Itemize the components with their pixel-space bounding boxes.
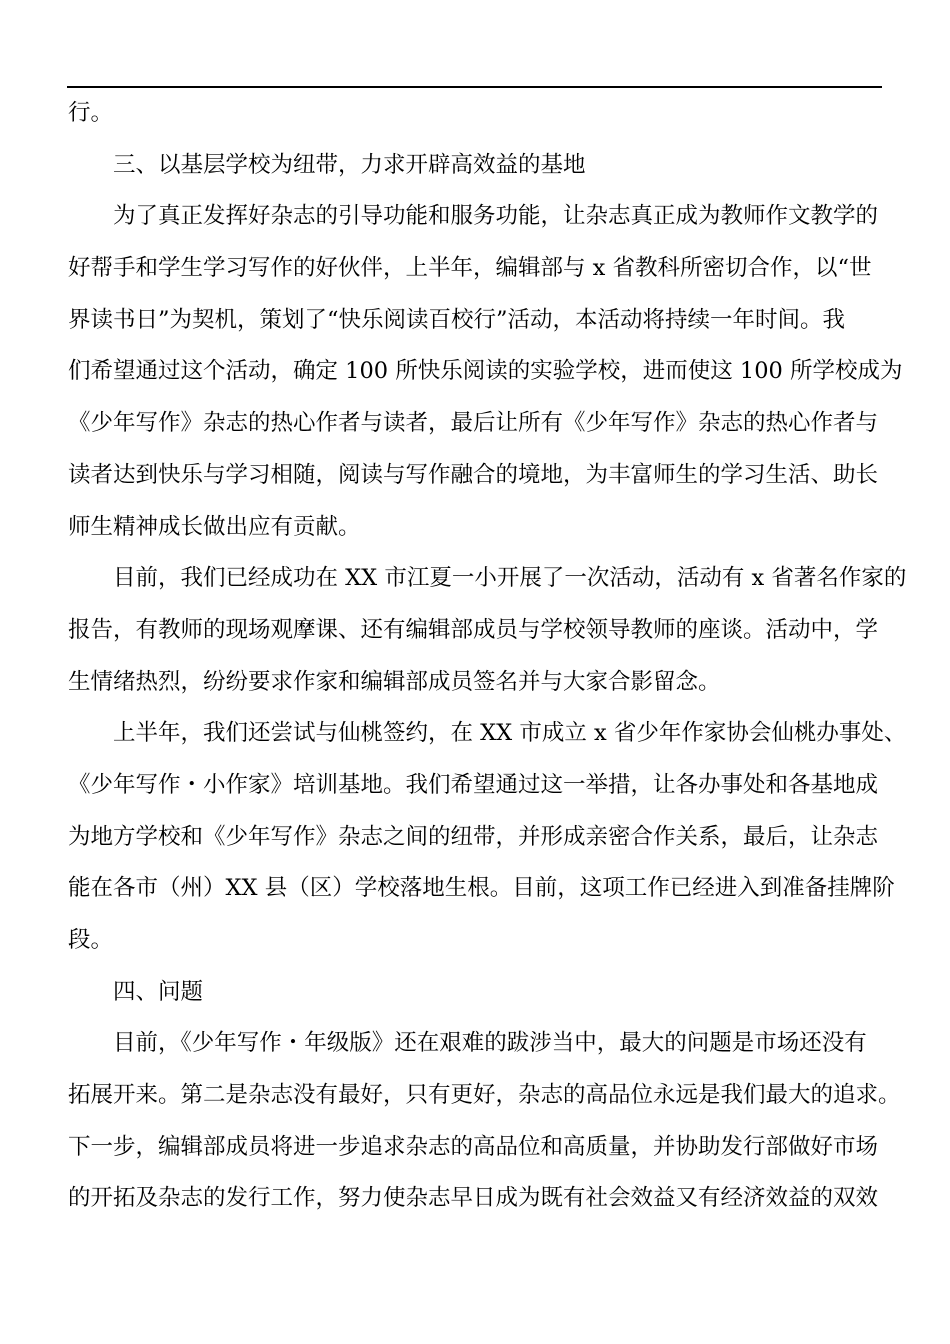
text-line: 界读书日”为契机，策划了“快乐阅读百校行”活动，本活动将持续一年时间。我 [68,306,846,333]
text-line: 生情绪热烈，纷纷要求作家和编辑部成员签名并与大家合影留念。 [68,668,721,695]
text-line: 报告，有教师的现场观摩课、还有编辑部成员与学校领导教师的座谈。活动中，学 [68,616,879,643]
section-heading: 四、问题 [113,978,204,1005]
text-line: 的开拓及杂志的发行工作，努力使杂志早日成为既有社会效益又有经济效益的双效 [68,1185,879,1212]
text-line: 行。 [68,100,114,126]
section-heading: 三、以基层学校为纽带，力求开辟高效益的基地 [113,151,586,178]
text-line: 能在各市（州）XX 县（区）学校落地生根。目前，这项工作已经进入到准备挂牌阶 [68,875,895,902]
text-line: 们希望通过这个活动，确定 100 所快乐阅读的实验学校，进而使这 100 所学校成为 [68,358,903,385]
text-line: 拓展开来。第二是杂志没有最好，只有更好，杂志的高品位永远是我们最大的追求。 [68,1082,901,1109]
document-body [68,88,907,1225]
text-line: 下一步，编辑部成员将进一步追求杂志的高品位和高质量，并协助发行部做好市场 [68,1133,879,1160]
text-line: 好帮手和学生学习写作的好伙伴，上半年，编辑部与 x 省教科所密切合作，以“世 [68,255,872,282]
text-line: 目前，我们已经成功在 XX 市江夏一小开展了一次活动，活动有 x 省著名作家的 [113,565,907,592]
text-line: 《少年写作・小作家》培训基地。我们希望通过这一举措，让各办事处和各基地成 [68,771,879,798]
text-line: 《少年写作》杂志的热心作者与读者，最后让所有《少年写作》杂志的热心作者与 [68,410,879,437]
text-line: 师生精神成长做出应有贡献。 [68,513,361,540]
text-line: 读者达到快乐与学习相随，阅读与写作融合的境地，为丰富师生的学习生活、助长 [68,461,879,488]
text-line: 为了真正发挥好杂志的引导功能和服务功能，让杂志真正成为教师作文教学的 [113,203,879,230]
text-line: 目前，《少年写作・年级版》还在艰难的跋涉当中，最大的问题是市场还没有 [113,1030,867,1057]
text-line: 为地方学校和《少年写作》杂志之间的纽带，并形成亲密合作关系，最后，让杂志 [68,823,879,850]
text-line: 上半年，我们还尝试与仙桃签约，在 XX 市成立 x 省少年作家协会仙桃办事处、 [113,720,907,747]
text-line: 段。 [68,927,114,953]
